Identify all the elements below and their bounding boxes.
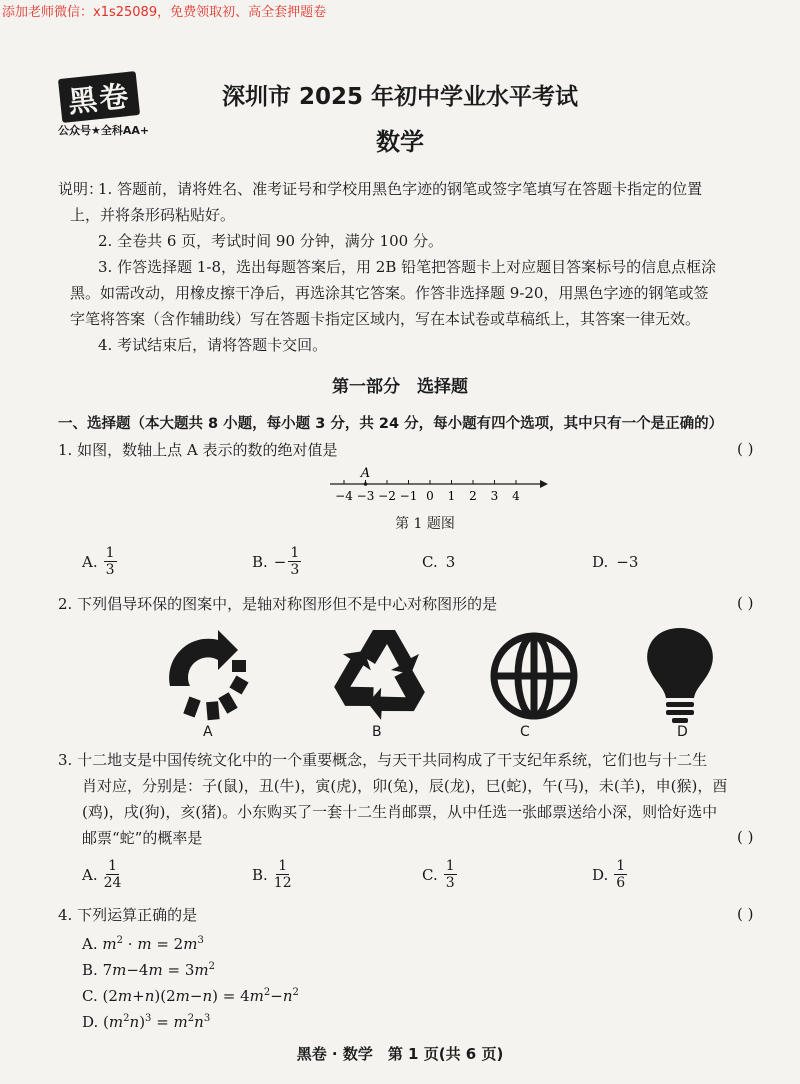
q4-stem: 4. 下列运算正确的是 [58, 906, 198, 924]
numerator: 1 [278, 858, 288, 874]
q2-stem: 2. 下列倡导环保的图案中，是轴对称图形但不是中心对称图形的是 [58, 595, 498, 613]
q1-option-a[interactable] [82, 545, 117, 578]
segment [229, 675, 248, 694]
figure-b-recycle[interactable] [326, 626, 436, 726]
page-footer: 黑卷 · 数学 第 1 页(共 6 页) [296, 1045, 504, 1063]
option-letter: A. [82, 552, 98, 571]
exam-subject: 数学 [376, 128, 424, 156]
q2-answer-paren: ( ) [737, 594, 754, 612]
q4-option-b[interactable] [82, 954, 215, 983]
option-value: −3 [616, 553, 639, 571]
number-line-arrow [540, 480, 548, 488]
numerator: 1 [616, 858, 626, 874]
instructions-prefix: 说明： [58, 180, 104, 198]
numerator: 1 [105, 545, 115, 561]
q4-option-c[interactable] [82, 980, 299, 1009]
point-a-marker [364, 482, 368, 486]
q3-answer-paren: ( ) [737, 828, 754, 846]
denominator: 6 [616, 875, 626, 891]
option-letter: C. [422, 553, 438, 571]
option-letter: C. [82, 987, 98, 1005]
q3-line-4: 邮票“蛇”的概率是 [82, 829, 203, 847]
figure-c-label: C [520, 724, 530, 740]
figure-d-lightbulb[interactable] [630, 620, 730, 726]
q3-option-d[interactable] [592, 858, 627, 891]
option-letter: B. [82, 961, 98, 979]
q1-option-c[interactable] [422, 553, 455, 571]
tick-label: 0 [426, 489, 434, 503]
numerator: 1 [445, 858, 455, 874]
segment [232, 660, 246, 672]
instruction-1a: 1. 答题前，请将姓名、准考证号和学校用黑色字迹的钢笔或签字笔填写在答题卡指定的位置 [98, 180, 703, 198]
q3-line-3: (鸡)，戌(狗)，亥(猪)。小东购买了一套十二生肖邮票，从中任选一张邮票送给小深，则恰好选中 [82, 803, 718, 821]
tick-label: 2 [469, 489, 477, 503]
option-letter: B. [252, 865, 268, 884]
fraction [288, 545, 301, 578]
q4-option-a[interactable] [82, 928, 204, 957]
denominator: 3 [290, 562, 300, 578]
fraction [444, 858, 457, 891]
denominator: 12 [273, 875, 292, 891]
part-heading: 第一部分 选择题 [332, 377, 468, 397]
denominator: 3 [445, 875, 455, 891]
brand-subtitle: 公众号★全科AA+ [58, 124, 150, 137]
segment [206, 701, 220, 720]
minus-sign: − [273, 552, 287, 571]
q4-option-d[interactable] [82, 1006, 210, 1035]
option-letter: C. [422, 865, 438, 884]
option-letter: D. [592, 553, 609, 571]
denominator: 24 [103, 875, 122, 891]
section-heading: 一、选择题（本大题共 8 小题，每小题 3 分，共 24 分，每小题有四个选项，其中只有一个是正确的） [58, 416, 724, 432]
option-letter: D. [592, 865, 609, 884]
q1-answer-paren: ( ) [737, 440, 754, 458]
fraction [104, 858, 122, 891]
tick-label: 3 [490, 489, 499, 503]
tick-label: −3 [356, 489, 375, 503]
tick-label: −1 [399, 489, 418, 503]
tick-label: 4 [512, 489, 520, 503]
q4-answer-paren: ( ) [737, 905, 754, 923]
option-letter: B. [252, 552, 268, 571]
q3-option-b[interactable] [252, 858, 292, 891]
q3-line-2: 肖对应，分别是：子(鼠)，丑(牛)，寅(虎)，卯(兔)，辰(龙)，巳(蛇)，午(马)，未(羊)，申(猴)，酉 [82, 777, 728, 795]
exam-title: 深圳市 2025 年初中学业水平考试 [221, 84, 579, 110]
point-a-label: A [360, 466, 371, 481]
figure-a-label: A [203, 724, 213, 740]
q3-option-c[interactable] [422, 858, 457, 891]
option-expression: $(m^2n)^3 = m^2n^3$ [103, 1013, 211, 1031]
q3-line-1: 3. 十二地支是中国传统文化中的一个重要概念，与天干共同构成了干支纪年系统，它们也与十二生 [58, 751, 708, 769]
option-expression: $(2m+n)(2m-n) = 4m^2-n^2$ [102, 987, 299, 1005]
instruction-3c: 字笔将答案（含作辅助线）写在答题卡指定区域内，写在本试卷或草稿纸上，其答案一律无效。 [70, 310, 701, 328]
option-letter: A. [82, 865, 98, 884]
q1-caption: 第 1 题图 [395, 516, 455, 532]
figure-b-label: B [372, 724, 382, 740]
segment [218, 692, 237, 714]
option-letter: D. [82, 1013, 99, 1031]
lightbulb-icon [647, 628, 713, 698]
tick-label: −2 [378, 489, 396, 503]
brand-logo: 黑卷 [58, 71, 140, 123]
q1-option-b[interactable] [252, 545, 301, 578]
watermark-text: 添加老师微信：x1s25089，免费领取初、高全套押题卷 [2, 5, 327, 20]
curved-arrow-icon [169, 630, 238, 686]
instruction-3a: 3. 作答选择题 1-8，选出每题答案后，用 2B 铅笔把答题卡上对应题目答案标号的信息点框涂 [98, 258, 717, 276]
option-expression: $7m-4m = 3m^2$ [102, 961, 215, 979]
numerator: 1 [290, 545, 300, 561]
instruction-1b: 上，并将条形码粘贴好。 [70, 206, 236, 224]
figure-d-label: D [677, 724, 688, 740]
option-letter: A. [82, 935, 98, 953]
fraction [104, 545, 117, 578]
fraction [614, 858, 627, 891]
bulb-base-ring [666, 702, 694, 707]
instruction-3b: 黑。如需改动，用橡皮擦干净后，再选涂其它答案。作答非选择题 9-20，用黑色字迹的钢笔或签 [70, 284, 709, 302]
option-expression: $m^2 \cdot m = 2m^3$ [102, 935, 204, 953]
bulb-base-ring [666, 710, 694, 715]
segment [183, 696, 200, 717]
number-line-figure [320, 462, 550, 512]
q1-stem: 1. 如图，数轴上点 A 表示的数的绝对值是 [58, 441, 338, 459]
numerator: 1 [108, 858, 117, 874]
q3-option-a[interactable] [82, 858, 121, 891]
figure-c-globe[interactable] [484, 626, 584, 726]
fraction [274, 858, 292, 891]
option-value: 3 [445, 553, 456, 571]
bulb-base-tip [672, 718, 688, 723]
instruction-2: 2. 全卷共 6 页，考试时间 90 分钟，满分 100 分。 [98, 232, 443, 250]
figure-a-arrow-circle[interactable] [150, 626, 260, 726]
tick-label: 1 [447, 489, 456, 503]
tick-label: −4 [335, 489, 353, 503]
denominator: 3 [105, 562, 115, 578]
instruction-4: 4. 考试结束后，请将答题卡交回。 [98, 336, 328, 354]
q1-option-d[interactable] [592, 553, 638, 571]
